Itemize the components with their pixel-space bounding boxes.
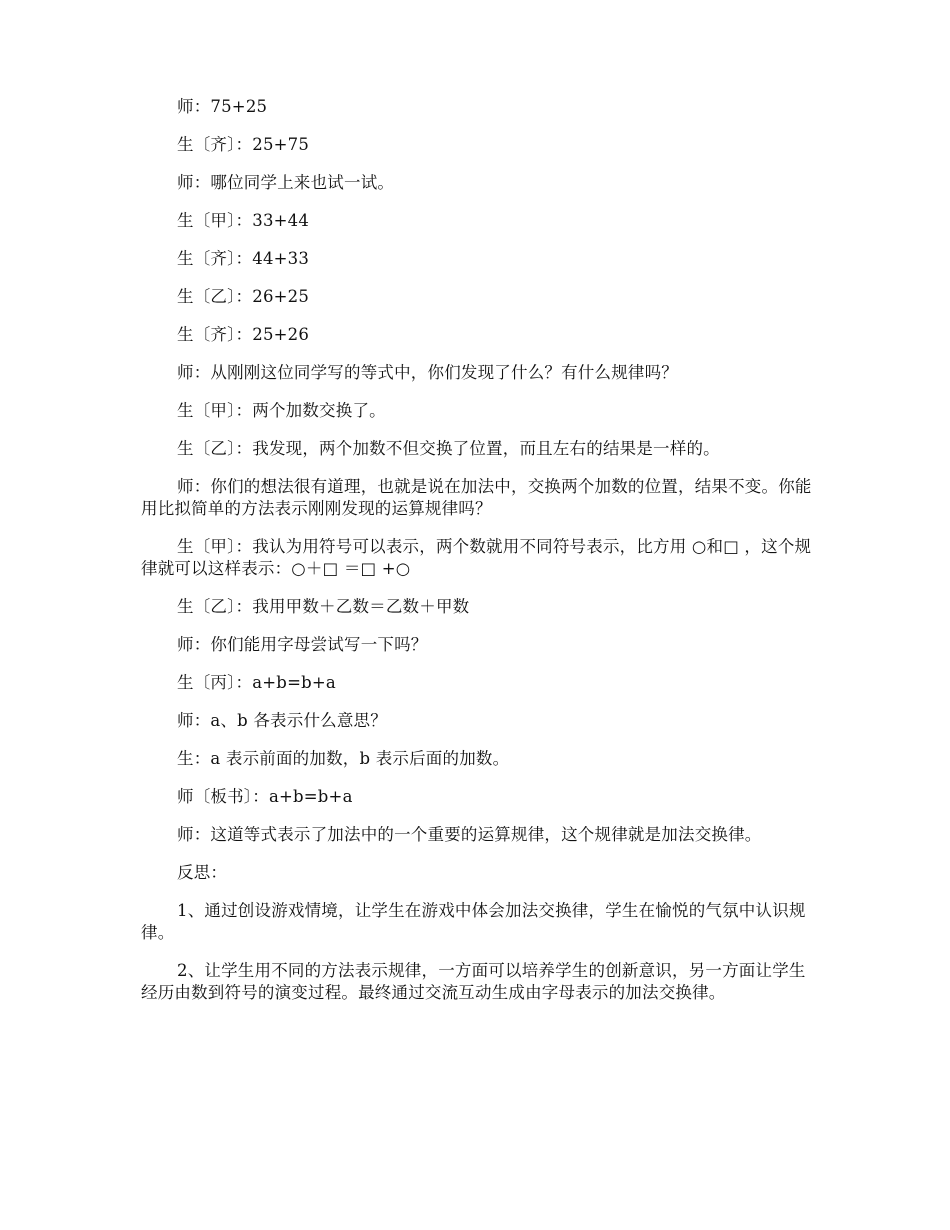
document-body <box>141 96 821 1020</box>
paragraph: 生：a 表示前面的加数，b 表示后面的加数。 <box>177 749 510 768</box>
paragraph: 师：从刚刚这位同学写的等式中，你们发现了什么？有什么规律吗？ <box>177 363 678 382</box>
paragraph: 生〔齐〕：25+75 <box>177 135 310 154</box>
section-heading: 反思： <box>177 863 228 882</box>
paragraph: 生〔乙〕：我用甲数＋乙数＝乙数＋甲数 <box>177 597 470 616</box>
paragraph: 生〔乙〕：我发现，两个加数不但交换了位置，而且左右的结果是一样的。 <box>177 439 720 458</box>
paragraph: 2、让学生用不同的方法表示规律，一方面可以培养学生的创新意识，另一方面让学生经历由数到符号的演变过程。最终通过交流互动生成由字母表示的加法交换律。 <box>141 961 806 1002</box>
paragraph: 师〔板书〕：a+b=b+a <box>177 787 353 806</box>
paragraph: 师：这道等式表示了加法中的一个重要的运算规律，这个规律就是加法交换律。 <box>177 825 762 844</box>
paragraph: 师：你们能用字母尝试写一下吗？ <box>177 635 428 654</box>
paragraph: 生〔甲〕：33+44 <box>177 211 310 230</box>
paragraph: 生〔甲〕：两个加数交换了。 <box>177 401 386 420</box>
paragraph: 生〔乙〕：26+25 <box>177 287 310 306</box>
paragraph: 生〔丙〕：a+b=b+a <box>177 673 336 692</box>
paragraph: 1、通过创设游戏情境，让学生在游戏中体会加法交换律，学生在愉悦的气氛中认识规律。 <box>141 901 806 942</box>
paragraph: 师：a、b 各表示什么意思？ <box>177 711 387 730</box>
paragraph: 师：75+25 <box>177 97 268 116</box>
paragraph: 师：你们的想法很有道理，也就是说在加法中，交换两个加数的位置，结果不变。你能用比拟简单的方法表示刚刚发现的运算规律吗？ <box>141 477 812 518</box>
paragraph: 师：哪位同学上来也试一试。 <box>177 173 395 192</box>
paragraph: 生〔齐〕：44+33 <box>177 249 310 268</box>
paragraph: 生〔齐〕：25+26 <box>177 325 310 344</box>
paragraph: 生〔甲〕：我认为用符号可以表示，两个数就用不同符号表示，比方用 ○和□ ，这个规律就可以这样表示：○＋□ ＝□ +○ <box>141 537 812 578</box>
